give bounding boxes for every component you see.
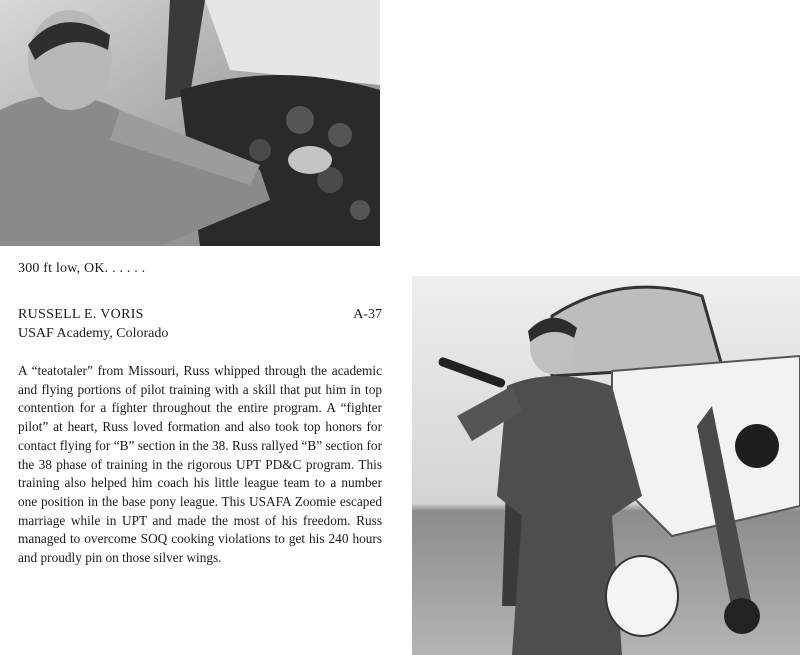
aircraft-code: A-37 xyxy=(353,307,382,322)
profile-header xyxy=(18,305,382,343)
cockpit-photo xyxy=(0,0,380,246)
person-name: RUSSELL E. VORIS xyxy=(18,307,144,322)
photo-caption: 300 ft low, OK. . . . . . xyxy=(18,261,146,276)
school-name: USAF Academy, Colorado xyxy=(18,326,169,341)
biography-text: A “teatotaler” from Missouri, Russ whipped through the academic and flying portions of pilot training with a skill that put him in top contention for a fighter throughout the entire program. A “fighter pilot” at heart, Russ loved formation and also took top honors for contact flying for “B” section in the 38. Russ rallyed “B” section for the 38 phase of training in the rigorous UPT PD&C program. This training also helped him coach his little league team to a number one position in the base pony league. This USAFA Zoomie escaped marriage while in UPT and made the most of his freedom. Russ managed to overcome SOQ cooking violations to get his 240 hours and proudly pin on those silver wings. xyxy=(18,363,382,566)
pilot-jet-photo xyxy=(412,276,800,655)
